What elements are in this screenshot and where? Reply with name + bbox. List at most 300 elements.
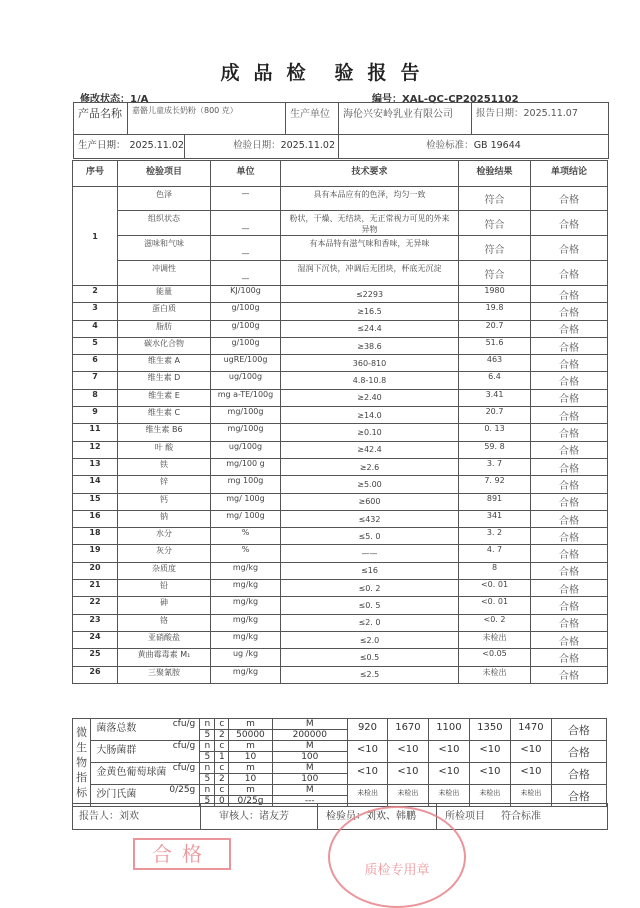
row-item: 维生素 B6 xyxy=(118,424,211,441)
row-verdict: 合格 xyxy=(531,337,608,354)
row-verdict: 合格 xyxy=(531,236,608,261)
standard-value: GB 19644 xyxy=(473,140,521,151)
row-requirement: 湿润下沉快，冲调后无团块，杯底无沉淀 xyxy=(281,261,459,286)
row-unit: mg/kg xyxy=(211,580,281,597)
micro-plan-header: m xyxy=(229,763,272,774)
row-unit: mg 100g xyxy=(211,476,281,493)
row-result: <0.05 xyxy=(459,649,531,666)
row-unit: mg/kg xyxy=(211,597,281,614)
micro-plan-header: M xyxy=(272,741,348,752)
micro-result: 未检出 xyxy=(469,785,510,807)
row-item: 滋味和气味 xyxy=(118,236,211,261)
row-verdict: 合格 xyxy=(531,614,608,631)
row-unit: mg a-TE/100g xyxy=(211,389,281,406)
micro-result: 未检出 xyxy=(348,785,388,807)
micro-plan-c: 0 xyxy=(215,796,229,807)
row-requirement: 4.8-10.8 xyxy=(281,372,459,389)
inspection-date-label: 检验日期： xyxy=(233,140,281,151)
micro-result: 920 xyxy=(348,719,388,741)
microbiology-table xyxy=(72,718,607,807)
row-result: 3. 2 xyxy=(459,528,531,545)
row-unit: — xyxy=(211,211,281,236)
col-no-header: 序号 xyxy=(73,161,118,187)
row-item: 碳水化合物 xyxy=(118,337,211,354)
table-row xyxy=(73,424,608,441)
row-unit: ug /kg xyxy=(211,649,281,666)
micro-result: 1670 xyxy=(387,719,428,741)
inspection-table xyxy=(72,160,608,684)
row-no: 12 xyxy=(73,441,118,458)
row-item: 钙 xyxy=(118,493,211,510)
row-result: 3. 7 xyxy=(459,458,531,475)
micro-plan-header: n xyxy=(200,719,215,730)
micro-plan-n: 5 xyxy=(200,730,215,741)
micro-side-char: 标 xyxy=(76,786,88,799)
row-no: 7 xyxy=(73,372,118,389)
title-char: 品 xyxy=(253,62,273,84)
row-unit: mg/ 100g xyxy=(211,510,281,527)
row-no: 2 xyxy=(73,286,118,303)
table-row xyxy=(73,187,608,211)
row-requirement: 360-810 xyxy=(281,355,459,372)
row-requirement: ≥5.00 xyxy=(281,476,459,493)
table-row xyxy=(73,458,608,475)
row-item: 能量 xyxy=(118,286,211,303)
micro-plan-header: c xyxy=(215,719,229,730)
micro-plan-header: M xyxy=(272,719,348,730)
row-item: 维生素 A xyxy=(118,355,211,372)
row-result: 51.6 xyxy=(459,337,531,354)
revision-label: 修改状态： xyxy=(80,94,130,105)
micro-item-name: 菌落总数 xyxy=(96,723,137,734)
micro-plan-max: 100 xyxy=(272,774,348,785)
product-name-label: 产品名称 xyxy=(74,103,128,135)
row-verdict: 合格 xyxy=(531,261,608,286)
table-row xyxy=(73,407,608,424)
micro-plan-header: m xyxy=(229,719,272,730)
row-result: 20.7 xyxy=(459,407,531,424)
row-no: 22 xyxy=(73,597,118,614)
row-no: 13 xyxy=(73,458,118,475)
micro-plan-n: 5 xyxy=(200,796,215,807)
micro-result: 1350 xyxy=(469,719,510,741)
row-no: 24 xyxy=(73,631,118,648)
product-name-value: 嘉骼儿童成长奶粉（800 克） xyxy=(128,103,286,135)
row-result: 未检出 xyxy=(459,666,531,683)
row-verdict: 合格 xyxy=(531,187,608,211)
table-row xyxy=(73,286,608,303)
row-item: 组织状态 xyxy=(118,211,211,236)
table-row xyxy=(73,666,608,683)
table-row xyxy=(73,441,608,458)
row-requirement: ≤2. 0 xyxy=(281,614,459,631)
inspection-date-value: 2025.11.02 xyxy=(280,140,335,151)
row-unit: ug/100g xyxy=(211,372,281,389)
row-requirement: ≥0.10 xyxy=(281,424,459,441)
col-unit-header: 单位 xyxy=(211,161,281,187)
row-verdict: 合格 xyxy=(531,493,608,510)
micro-result: 未检出 xyxy=(510,785,551,807)
row-verdict: 合格 xyxy=(531,631,608,648)
row-result: <0. 2 xyxy=(459,614,531,631)
production-date-value: 2025.11.02 xyxy=(129,140,184,151)
micro-side-char: 指 xyxy=(76,771,88,784)
micro-result: <10 xyxy=(348,763,388,785)
row-result: 1980 xyxy=(459,286,531,303)
header-info-table xyxy=(73,102,609,159)
row-item: 黄曲霉毒素 M₁ xyxy=(118,649,211,666)
row-result: <0. 01 xyxy=(459,580,531,597)
micro-name xyxy=(91,763,200,785)
doc-no-value: XAL-QC-CP20251102 xyxy=(402,94,519,105)
micro-plan-header: M xyxy=(272,763,348,774)
table-row xyxy=(73,355,608,372)
micro-plan-header: m xyxy=(229,741,272,752)
row-requirement: 粉状，干燥、无结块，无正常视力可见的外来异物 xyxy=(281,211,459,236)
qc-seal-text: 质检专用章 xyxy=(364,863,430,878)
table-row xyxy=(73,562,608,579)
row-item: 铬 xyxy=(118,614,211,631)
row-item: 水分 xyxy=(118,528,211,545)
micro-plan-max: 200000 xyxy=(272,730,348,741)
row-unit: mg/100g xyxy=(211,424,281,441)
col-item-header: 检验项目 xyxy=(118,161,211,187)
inspection-standard xyxy=(339,135,609,159)
row-result: 6.4 xyxy=(459,372,531,389)
row-item: 三聚氰胺 xyxy=(118,666,211,683)
production-date-label: 生产日期： xyxy=(78,140,126,151)
table-row xyxy=(73,320,608,337)
micro-verdict: 合格 xyxy=(551,741,606,763)
row-unit: mg/100g xyxy=(211,407,281,424)
items-label: 所检项目 xyxy=(445,811,485,822)
micro-result: <10 xyxy=(348,741,388,763)
row-no: 5 xyxy=(73,337,118,354)
row-unit: g/100g xyxy=(211,303,281,320)
micro-plan-header: n xyxy=(200,763,215,774)
row-requirement: ≤0. 5 xyxy=(281,597,459,614)
row-verdict: 合格 xyxy=(531,303,608,320)
row-requirement: 具有本品应有的色泽，均匀一致 xyxy=(281,187,459,211)
row-verdict: 合格 xyxy=(531,597,608,614)
row-verdict: 合格 xyxy=(531,372,608,389)
row-result: 341 xyxy=(459,510,531,527)
table-row xyxy=(73,510,608,527)
row-requirement: ≤24.4 xyxy=(281,320,459,337)
producer-value: 海伦兴安岭乳业有限公司 xyxy=(339,103,472,135)
table-row xyxy=(73,545,608,562)
row-no: 23 xyxy=(73,614,118,631)
table-row xyxy=(73,528,608,545)
production-date xyxy=(74,135,185,159)
row-no: 11 xyxy=(73,424,118,441)
row-unit: mg/kg xyxy=(211,562,281,579)
row-result: 符合 xyxy=(459,211,531,236)
row-unit: — xyxy=(211,187,281,211)
row-unit: % xyxy=(211,528,281,545)
micro-plan-c: 1 xyxy=(215,752,229,763)
row-verdict: 合格 xyxy=(531,458,608,475)
micro-side-char: 微 xyxy=(76,726,88,739)
table-row xyxy=(73,597,608,614)
row-result: 3.41 xyxy=(459,389,531,406)
inspector: 检验员：刘欢、韩鹏 xyxy=(318,804,437,830)
row-no: 4 xyxy=(73,320,118,337)
row-requirement: ≥14.0 xyxy=(281,407,459,424)
micro-name xyxy=(91,719,200,741)
micro-item-name: 金黄色葡萄球菌 xyxy=(96,767,167,778)
table-row xyxy=(73,389,608,406)
micro-plan-c: 2 xyxy=(215,774,229,785)
table-row xyxy=(73,649,608,666)
table-row xyxy=(73,580,608,597)
row-verdict: 合格 xyxy=(531,286,608,303)
row-verdict: 合格 xyxy=(531,441,608,458)
row-verdict: 合格 xyxy=(531,545,608,562)
row-verdict: 合格 xyxy=(531,320,608,337)
row-no: 16 xyxy=(73,510,118,527)
row-no: 1 xyxy=(73,187,118,286)
row-item: 钠 xyxy=(118,510,211,527)
row-no: 25 xyxy=(73,649,118,666)
row-verdict: 合格 xyxy=(531,476,608,493)
row-unit: g/100g xyxy=(211,320,281,337)
row-unit: mg/ 100g xyxy=(211,493,281,510)
title-char: 成 xyxy=(220,62,240,84)
qc-seal xyxy=(328,806,466,908)
title-char: 报 xyxy=(367,62,387,84)
overall-conclusion xyxy=(437,804,608,830)
title-char: 告 xyxy=(400,62,420,84)
row-unit: — xyxy=(211,236,281,261)
row-no: 3 xyxy=(73,303,118,320)
micro-verdict: 合格 xyxy=(551,719,606,741)
table-row xyxy=(73,476,608,493)
row-item: 维生素 E xyxy=(118,389,211,406)
row-item: 灰分 xyxy=(118,545,211,562)
micro-result: 未检出 xyxy=(387,785,428,807)
row-result: 463 xyxy=(459,355,531,372)
row-verdict: 合格 xyxy=(531,211,608,236)
row-requirement: —— xyxy=(281,545,459,562)
report-date: 报告日期：2025.11.07 xyxy=(472,103,609,135)
micro-item-unit: cfu/g xyxy=(172,719,196,729)
micro-item-unit: cfu/g xyxy=(172,741,196,751)
row-item: 叶 酸 xyxy=(118,441,211,458)
micro-plan-n: 5 xyxy=(200,774,215,785)
row-result: 8 xyxy=(459,562,531,579)
micro-side-char: 生 xyxy=(76,741,88,754)
row-no: 8 xyxy=(73,389,118,406)
row-requirement: ≤2.5 xyxy=(281,666,459,683)
standard-label: 检验标准： xyxy=(426,140,474,151)
producer-label: 生产单位 xyxy=(286,103,339,135)
row-no: 21 xyxy=(73,580,118,597)
micro-verdict: 合格 xyxy=(551,763,606,785)
micro-result: 1470 xyxy=(510,719,551,741)
row-no: 26 xyxy=(73,666,118,683)
row-item: 砷 xyxy=(118,597,211,614)
micro-plan-header: M xyxy=(272,785,348,796)
row-requirement: ≥600 xyxy=(281,493,459,510)
row-result: 4. 7 xyxy=(459,545,531,562)
micro-result: <10 xyxy=(469,763,510,785)
row-requirement: ≤2.0 xyxy=(281,631,459,648)
row-item: 维生素 D xyxy=(118,372,211,389)
row-requirement: 有本品特有滋气味和香味，无异味 xyxy=(281,236,459,261)
row-item: 亚硝酸盐 xyxy=(118,631,211,648)
row-no: 14 xyxy=(73,476,118,493)
row-result: 7. 92 xyxy=(459,476,531,493)
micro-plan-header: c xyxy=(215,763,229,774)
micro-plan-max: --- xyxy=(272,796,348,807)
report-title xyxy=(0,58,640,85)
row-result: <0. 01 xyxy=(459,597,531,614)
micro-plan-m: 10 xyxy=(229,752,272,763)
micro-plan-header: n xyxy=(200,785,215,796)
micro-plan-m: 0/25g xyxy=(229,796,272,807)
micro-row xyxy=(73,785,607,796)
micro-item-name: 沙门氏菌 xyxy=(96,789,137,800)
row-requirement: ≤16 xyxy=(281,562,459,579)
col-verdict-header: 单项结论 xyxy=(531,161,608,187)
micro-plan-header: m xyxy=(229,785,272,796)
micro-result: <10 xyxy=(387,741,428,763)
row-verdict: 合格 xyxy=(531,649,608,666)
row-unit: mg/100 g xyxy=(211,458,281,475)
row-result: 符合 xyxy=(459,261,531,286)
row-item: 锌 xyxy=(118,476,211,493)
micro-verdict: 合格 xyxy=(551,785,606,807)
row-result: 891 xyxy=(459,493,531,510)
micro-plan-header: c xyxy=(215,785,229,796)
row-verdict: 合格 xyxy=(531,562,608,579)
table-row xyxy=(73,261,608,286)
micro-row xyxy=(73,719,607,730)
row-requirement: ≥38.6 xyxy=(281,337,459,354)
row-result: 0. 13 xyxy=(459,424,531,441)
row-item: 铁 xyxy=(118,458,211,475)
row-result: 未检出 xyxy=(459,631,531,648)
row-unit: — xyxy=(211,261,281,286)
micro-item-unit: 0/25g xyxy=(169,785,196,795)
row-item: 铅 xyxy=(118,580,211,597)
micro-result: 1100 xyxy=(428,719,469,741)
row-no: 19 xyxy=(73,545,118,562)
micro-result: <10 xyxy=(510,741,551,763)
row-requirement: ≥2.6 xyxy=(281,458,459,475)
micro-side-char: 物 xyxy=(76,756,88,769)
row-unit: mg/kg xyxy=(211,666,281,683)
row-item: 蛋白质 xyxy=(118,303,211,320)
row-result: 59. 8 xyxy=(459,441,531,458)
row-verdict: 合格 xyxy=(531,528,608,545)
row-unit: KJ/100g xyxy=(211,286,281,303)
row-unit: g/100g xyxy=(211,337,281,354)
table-row xyxy=(73,211,608,236)
row-result: 符合 xyxy=(459,187,531,211)
title-char: 验 xyxy=(334,62,354,84)
row-verdict: 合格 xyxy=(531,510,608,527)
row-no: 18 xyxy=(73,528,118,545)
micro-plan-m: 50000 xyxy=(229,730,272,741)
table-row xyxy=(73,614,608,631)
row-item: 维生素 C xyxy=(118,407,211,424)
row-result: 符合 xyxy=(459,236,531,261)
conclusion-value: 符合标准 xyxy=(501,811,541,822)
micro-plan-header: c xyxy=(215,741,229,752)
row-item: 冲调性 xyxy=(118,261,211,286)
row-requirement: ≤2293 xyxy=(281,286,459,303)
row-unit: ugRE/100g xyxy=(211,355,281,372)
row-verdict: 合格 xyxy=(531,580,608,597)
signature-table xyxy=(72,803,608,830)
row-verdict: 合格 xyxy=(531,407,608,424)
micro-plan-max: 100 xyxy=(272,752,348,763)
row-unit: ug/100g xyxy=(211,441,281,458)
title-char: 检 xyxy=(286,62,306,84)
micro-row xyxy=(73,741,607,752)
inspection-date xyxy=(185,135,339,159)
micro-result: <10 xyxy=(387,763,428,785)
row-requirement: ≥42.4 xyxy=(281,441,459,458)
table-row xyxy=(73,631,608,648)
row-result: 19.8 xyxy=(459,303,531,320)
row-requirement: ≥16.5 xyxy=(281,303,459,320)
micro-result: <10 xyxy=(510,763,551,785)
micro-plan-header: n xyxy=(200,741,215,752)
micro-row xyxy=(73,763,607,774)
row-requirement: ≤0. 2 xyxy=(281,580,459,597)
row-requirement: ≤432 xyxy=(281,510,459,527)
table-row xyxy=(73,493,608,510)
revision-value: 1/A xyxy=(130,94,149,105)
row-unit: % xyxy=(211,545,281,562)
row-no: 9 xyxy=(73,407,118,424)
micro-result: 未检出 xyxy=(428,785,469,807)
row-item: 色泽 xyxy=(118,187,211,211)
col-result-header: 检验结果 xyxy=(459,161,531,187)
table-row xyxy=(73,337,608,354)
row-result: 20.7 xyxy=(459,320,531,337)
row-verdict: 合格 xyxy=(531,355,608,372)
reviewer: 审核人：诸友芳 xyxy=(201,804,318,830)
pass-stamp: 合格 xyxy=(133,838,231,870)
row-no: 6 xyxy=(73,355,118,372)
micro-plan-c: 2 xyxy=(215,730,229,741)
row-unit: mg/kg xyxy=(211,631,281,648)
table-row xyxy=(73,372,608,389)
micro-result: <10 xyxy=(428,763,469,785)
micro-plan-m: 10 xyxy=(229,774,272,785)
row-verdict: 合格 xyxy=(531,424,608,441)
table-row xyxy=(73,236,608,261)
micro-side-label xyxy=(73,719,91,807)
row-requirement: ≤5. 0 xyxy=(281,528,459,545)
reporter: 报告人：刘欢 xyxy=(73,804,201,830)
row-item: 脂肪 xyxy=(118,320,211,337)
row-requirement: ≤0.5 xyxy=(281,649,459,666)
micro-result: <10 xyxy=(428,741,469,763)
micro-plan-n: 5 xyxy=(200,752,215,763)
micro-item-name: 大肠菌群 xyxy=(96,745,137,756)
col-requirement-header: 技术要求 xyxy=(281,161,459,187)
micro-result: <10 xyxy=(469,741,510,763)
row-no: 20 xyxy=(73,562,118,579)
row-no: 15 xyxy=(73,493,118,510)
row-requirement: ≥2.40 xyxy=(281,389,459,406)
row-unit: mg/kg xyxy=(211,614,281,631)
